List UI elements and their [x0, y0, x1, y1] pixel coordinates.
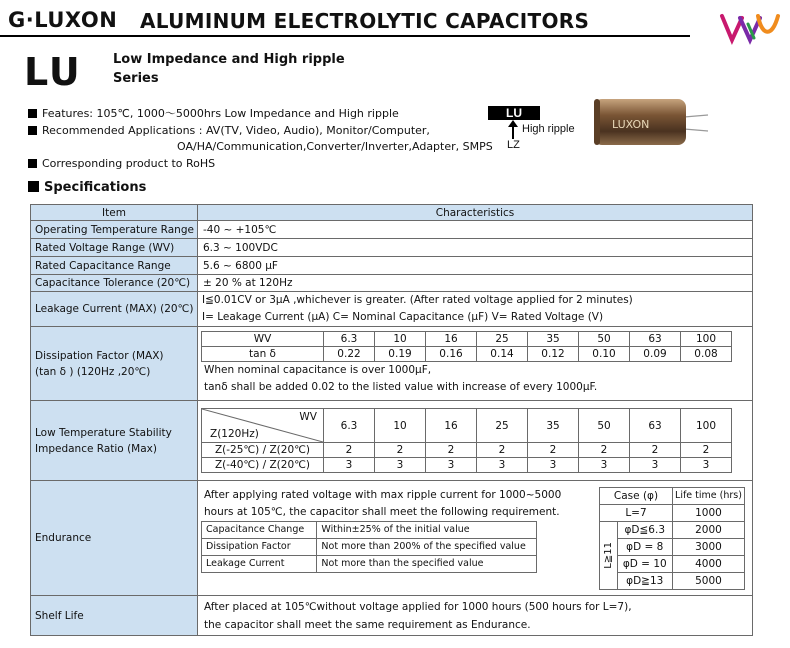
wv-cell: 100: [681, 409, 732, 443]
feature-item-continued: [28, 139, 493, 156]
document-title: ALUMINUM ELECTROLYTIC CAPACITORS: [140, 9, 590, 33]
spec-item: [31, 327, 198, 401]
table-row: [31, 257, 753, 275]
tan-cell: 0.10: [579, 347, 630, 362]
spec-item: Leakage Current (MAX) (20℃): [31, 292, 198, 327]
lowtemp-item-line2: Impedance Ratio (Max): [35, 442, 157, 455]
ratio-cell: 2: [528, 443, 579, 458]
spec-value: -40 ~ +105℃: [198, 221, 753, 239]
case-life-table: [599, 487, 745, 590]
spec-value: ± 20 % at 120Hz: [198, 275, 753, 292]
series-code: LU: [24, 50, 82, 94]
life-header: Life time (hrs): [672, 487, 744, 504]
wv-cell: 10: [375, 332, 426, 347]
spec-value: [198, 481, 753, 596]
case-header: Case (φ): [600, 487, 673, 504]
dissipation-item-line2: (tan δ ) (120Hz ,20℃): [35, 365, 151, 378]
requirement-name: Dissipation Factor: [202, 538, 317, 555]
wv-cell: 25: [477, 332, 528, 347]
lowtemp-item-line1: Low Temperature Stability: [35, 426, 172, 439]
feature-text: Features: 105℃, 1000～5000hrs Low Impedance and High ripple: [42, 107, 399, 120]
l11-label-cell: [600, 521, 618, 589]
wv-cell: 16: [426, 332, 477, 347]
spec-item: [31, 401, 198, 481]
ratio-cell: 2: [579, 443, 630, 458]
impedance-label: Z(-25℃) / Z(20℃): [202, 443, 324, 458]
life-cell: 2000: [672, 521, 744, 538]
lowtemp-row-25: [202, 443, 732, 458]
life-cell: 5000: [672, 572, 744, 589]
lowtemp-row-40: [202, 458, 732, 473]
bullet-square-icon: [28, 126, 37, 135]
tan-cell: 0.12: [528, 347, 579, 362]
impedance-label: Z(-40℃) / Z(20℃): [202, 458, 324, 473]
feature-item: [28, 123, 493, 140]
spec-value: 6.3 ~ 100VDC: [198, 239, 753, 257]
l11-label: L≧11: [602, 541, 614, 569]
case-row: [600, 504, 745, 521]
wv-cell: 10: [375, 409, 426, 443]
wv-cell: 6.3: [324, 409, 375, 443]
dissipation-wv-row: [202, 332, 732, 347]
table-row: [31, 239, 753, 257]
ratio-cell: 2: [375, 443, 426, 458]
tan-cell: 0.16: [426, 347, 477, 362]
ratio-cell: 2: [324, 443, 375, 458]
spec-item: Capacitance Tolerance (20℃): [31, 275, 198, 292]
endurance-text2: hours at 105℃, the capacitor shall meet the following requirement.: [204, 505, 560, 518]
tan-cell: 0.08: [681, 347, 732, 362]
table-row: [31, 481, 753, 596]
origin-series-label: LZ: [507, 139, 520, 151]
high-ripple-label: High ripple: [522, 123, 575, 135]
table-row: [31, 596, 753, 636]
life-cell: 3000: [672, 538, 744, 555]
shelf-line1: After placed at 105℃without voltage applied for 1000 hours (500 hours for L=7),: [204, 600, 632, 613]
specifications-table: [30, 204, 753, 636]
dissipation-tan-row: [202, 347, 732, 362]
requirement-row: [202, 555, 537, 572]
feature-item: [28, 156, 493, 173]
series-desc-line1: Low Impedance and High ripple: [113, 52, 345, 67]
ratio-cell: 3: [579, 458, 630, 473]
tan-cell: 0.14: [477, 347, 528, 362]
spec-value: 5.6 ~ 6800 μF: [198, 257, 753, 275]
case-row: [600, 572, 745, 589]
requirement-value: Not more than the specified value: [317, 555, 537, 572]
case-row: [600, 555, 745, 572]
requirement-name: Leakage Current: [202, 555, 317, 572]
spec-value: [198, 327, 753, 401]
ratio-cell: 2: [477, 443, 528, 458]
table-row: [31, 327, 753, 401]
leakage-line2: I= Leakage Current (μA) C= Nominal Capacitance (μF) V= Rated Voltage (V): [202, 311, 604, 323]
wv-cell: 25: [477, 409, 528, 443]
table-row: [31, 275, 753, 292]
spec-item: Rated Capacitance Range: [31, 257, 198, 275]
wv-label: WV: [299, 411, 317, 423]
endurance-text1: After applying rated voltage with max ripple current for 1000~5000: [204, 488, 562, 501]
case-row: [600, 521, 745, 538]
bullet-square-icon: [28, 159, 37, 168]
shelf-line2: the capacitor shall meet the same requirement as Endurance.: [204, 618, 531, 631]
dissipation-note1: When nominal capacitance is over 1000μF,: [204, 364, 432, 376]
endurance-left: [201, 487, 561, 573]
dissipation-note2: tanδ shall be added 0.02 to the listed value with increase of every 1000μF.: [204, 381, 598, 393]
specifications-heading-text: Specifications: [44, 180, 147, 195]
feature-text: Recommended Applications : AV(TV, Video, Audio), Monitor/Computer,: [42, 123, 430, 137]
ratio-cell: 3: [426, 458, 477, 473]
ratio-cell: 2: [426, 443, 477, 458]
tan-cell: 0.09: [630, 347, 681, 362]
lowtemp-wv-row: [202, 409, 732, 443]
feature-item: [28, 106, 493, 123]
bullet-square-icon: [28, 109, 37, 118]
wv-label: WV: [202, 332, 324, 347]
ratio-cell: 3: [324, 458, 375, 473]
spec-value: [198, 596, 753, 636]
series-desc-line2: Series: [113, 71, 159, 86]
table-row: [31, 401, 753, 481]
endurance-requirements-table: [201, 521, 537, 573]
arrow-up-icon: [507, 120, 519, 140]
wv-cell: 35: [528, 409, 579, 443]
case-cell: φD = 8: [617, 538, 672, 555]
capacitor-label: LUXON: [612, 118, 650, 131]
wv-cell: 63: [630, 332, 681, 347]
z-label: Z(120Hz): [210, 428, 259, 440]
case-cell: φD = 10: [617, 555, 672, 572]
wv-cell: 6.3: [324, 332, 375, 347]
ratio-cell: 3: [630, 458, 681, 473]
spec-item: Shelf Life: [31, 596, 198, 636]
table-row: [31, 292, 753, 327]
ratio-cell: 2: [630, 443, 681, 458]
spec-item: Operating Temperature Range: [31, 221, 198, 239]
ratio-cell: 3: [681, 458, 732, 473]
wv-cell: 63: [630, 409, 681, 443]
life-cell: 1000: [672, 504, 744, 521]
series-description: [113, 50, 345, 88]
dissipation-item-line1: Dissipation Factor (MAX): [35, 349, 164, 362]
spec-item: Endurance: [31, 481, 198, 596]
feature-text: Corresponding product to RoHS: [42, 156, 216, 170]
case-row: [600, 538, 745, 555]
wv-cell: 100: [681, 332, 732, 347]
requirement-name: Capacitance Change: [202, 521, 317, 538]
series-box: LU: [488, 106, 540, 120]
column-header-item: Item: [31, 205, 198, 221]
case-cell: φD≧13: [617, 572, 672, 589]
capacitor-image: [590, 95, 710, 155]
table-header-row: [31, 205, 753, 221]
wv-cell: 35: [528, 332, 579, 347]
ratio-cell: 3: [477, 458, 528, 473]
wv-cell: 50: [579, 409, 630, 443]
tan-label: tan δ: [202, 347, 324, 362]
lowtemp-subtable: [201, 408, 732, 473]
brand-mark-icon: [718, 10, 784, 50]
features-list: [28, 106, 493, 172]
wv-cell: 16: [426, 409, 477, 443]
ratio-cell: 3: [375, 458, 426, 473]
specifications-heading: [28, 180, 146, 195]
spec-value: [198, 401, 753, 481]
feature-text: OA/HA/Communication,Converter/Inverter,Adapter, SMPS: [177, 140, 493, 153]
leakage-line1: I≦0.01CV or 3μA ,whichever is greater. (After rated voltage applied for 2 minutes): [202, 294, 633, 306]
header-rule: [0, 35, 690, 37]
wv-cell: 50: [579, 332, 630, 347]
requirement-value: Within±25% of the initial value: [317, 521, 537, 538]
ratio-cell: 3: [528, 458, 579, 473]
brand-logo: G·LUXON: [8, 8, 118, 32]
dissipation-subtable: [201, 331, 732, 362]
case-cell: L=7: [600, 504, 673, 521]
wv-z-header-cell: [202, 409, 324, 443]
table-row: [31, 221, 753, 239]
requirement-value: Not more than 200% of the specified value: [317, 538, 537, 555]
spec-value: [198, 292, 753, 327]
requirement-row: [202, 521, 537, 538]
life-cell: 4000: [672, 555, 744, 572]
spec-item: Rated Voltage Range (WV): [31, 239, 198, 257]
tan-cell: 0.19: [375, 347, 426, 362]
requirement-row: [202, 538, 537, 555]
column-header-characteristics: Characteristics: [198, 205, 753, 221]
case-header-row: [600, 487, 745, 504]
tan-cell: 0.22: [324, 347, 375, 362]
bullet-square-icon: [28, 181, 39, 192]
case-cell: φD≦6.3: [617, 521, 672, 538]
ratio-cell: 2: [681, 443, 732, 458]
